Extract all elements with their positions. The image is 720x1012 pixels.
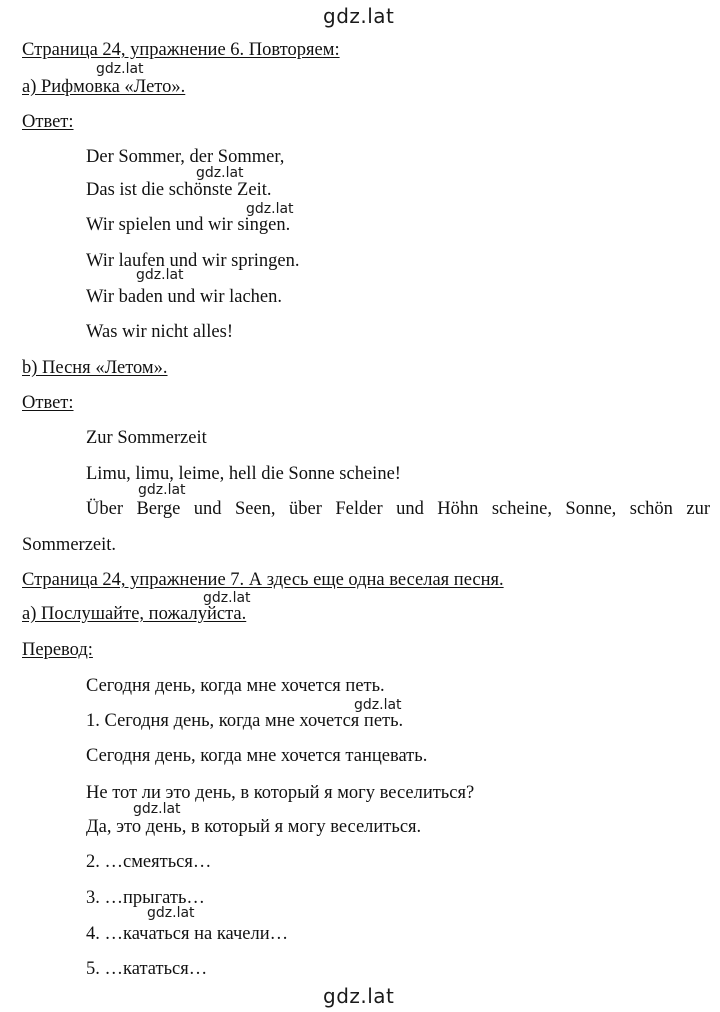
ex6-b-title: b) Песня «Летом». — [22, 358, 168, 378]
watermark-inline: gdz.lat — [246, 201, 294, 217]
watermark-inline: gdz.lat — [147, 905, 195, 921]
ex6-heading: Страница 24, упражнение 6. Повторяем: — [22, 40, 340, 60]
poem-line: Wir baden und wir lachen. — [86, 287, 283, 307]
song-line: Zur Sommerzeit — [86, 428, 207, 448]
watermark-inline: gdz.lat — [96, 61, 144, 77]
ex6-answer-label-1: Ответ: — [22, 112, 74, 132]
watermark-inline: gdz.lat — [133, 801, 181, 817]
watermark-inline: gdz.lat — [136, 267, 184, 283]
poem-line: Wir spielen und wir singen. — [86, 215, 291, 235]
translation-line: 4. …качаться на качели… — [86, 924, 289, 944]
ex6-answer-label-2: Ответ: — [22, 393, 74, 413]
poem-line: Wir laufen und wir springen. — [86, 251, 300, 271]
ex7-heading: Страница 24, упражнение 7. А здесь еще одна веселая песня. — [22, 570, 504, 590]
poem-line: Der Sommer, der Sommer, — [86, 147, 285, 167]
translation-line: Сегодня день, когда мне хочется танцевать. — [86, 746, 428, 766]
translation-line: Сегодня день, когда мне хочется петь. — [86, 676, 385, 696]
ex7-translation-label: Перевод: — [22, 640, 93, 660]
translation-line: 1. Сегодня день, когда мне хочется петь. — [86, 711, 404, 731]
song-line: Limu, limu, leime, hell die Sonne scheine! — [86, 464, 401, 484]
watermark-bottom: gdz.lat — [323, 984, 395, 1008]
translation-line: Не тот ли это день, в который я могу веселиться? — [86, 783, 475, 803]
translation-line: 5. …кататься… — [86, 959, 208, 979]
watermark-inline: gdz.lat — [354, 697, 402, 713]
watermark-top: gdz.lat — [323, 4, 395, 28]
watermark-inline: gdz.lat — [203, 590, 251, 606]
watermark-inline: gdz.lat — [196, 165, 244, 181]
poem-line: Was wir nicht alles! — [86, 322, 233, 342]
song-line: Sommerzeit. — [22, 535, 117, 555]
translation-line: Да, это день, в который я могу веселиться. — [86, 817, 422, 837]
poem-line: Das ist die schönste Zeit. — [86, 180, 272, 200]
translation-line: 3. …прыгать… — [86, 888, 205, 908]
translation-line: 2. …смеяться… — [86, 852, 212, 872]
song-line: Über Berge und Seen, über Felder und Höhn scheine, Sonne, schön zur — [86, 499, 710, 519]
ex7-a-title: а) Послушайте, пожалуйста. — [22, 604, 247, 624]
watermark-inline: gdz.lat — [138, 482, 186, 498]
ex6-a-title: а) Рифмовка «Лето». — [22, 77, 186, 97]
